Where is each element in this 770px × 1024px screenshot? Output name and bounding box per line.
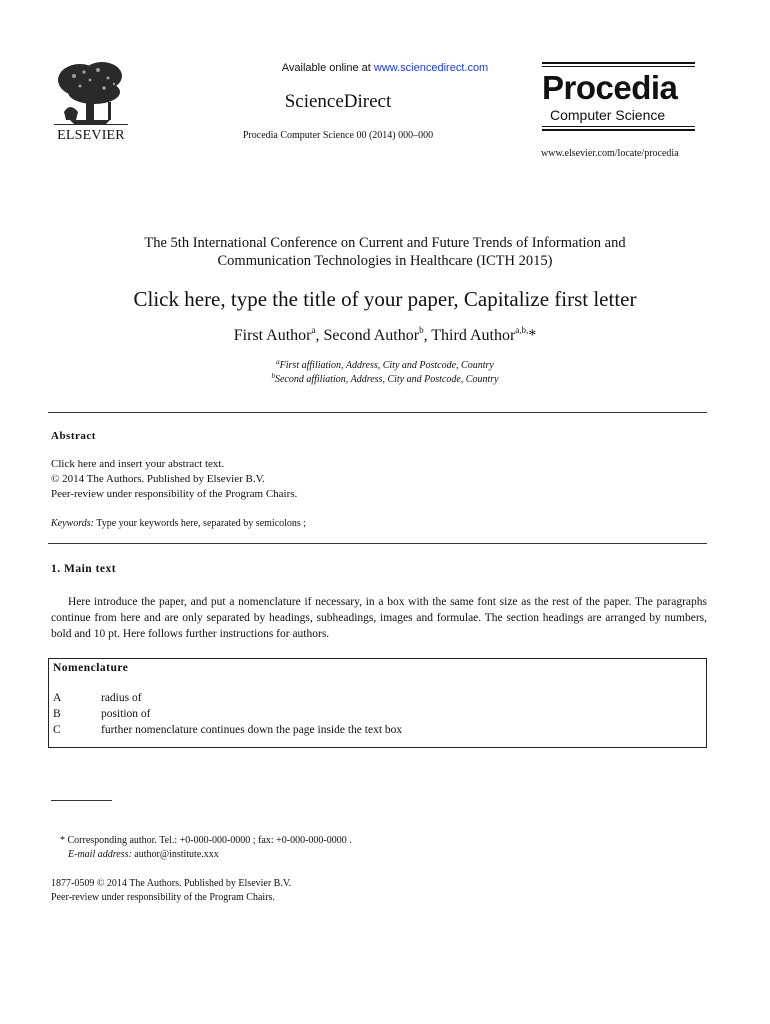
affiliation-a [0,360,770,371]
section-heading: 1. Main text [51,563,117,575]
main-paragraph-text: Here introduce the paper, and put a nomenclature if necessary, in a box with the same font size as the rest of the paper. The paragraphs continue from here and are only separated by headings, subheadings, images and formulae. The section headings are arranged by numbers, bold and 10 pt. Here follows further instructions for authors. [51,596,707,640]
affiliation-b [0,374,770,385]
copyright-note: 1877-0509 © 2014 The Authors. Published by Elsevier B.V. [51,878,292,889]
nomenclature-box [48,658,707,748]
nomenclature-definition: further nomenclature continues down the page inside the text box [101,724,403,736]
footnote-rule [51,800,112,801]
conference-line-2: Communication Technologies in Healthcare (ICTH 2015) [217,253,553,269]
email-value: author@institute.xxx [131,849,219,860]
author-first-affil: a [311,325,316,335]
affiliation-b-mark: b [271,372,275,380]
abstract-heading: Abstract [51,430,96,442]
availability-prefix: Available online at [281,62,374,74]
author-second: , Second Author [315,327,420,344]
sciencedirect-link[interactable]: www.sciencedirect.com [373,62,489,74]
affiliation-b-text: Second affiliation, Address, City and Postcode, Country [274,374,499,385]
nomenclature-symbol: A [53,692,62,704]
corresponding-author-note: * Corresponding author. Tel.: +0-000-000-0000 ; fax: +0-000-000-0000 . [60,835,352,846]
nomenclature-definition: position of [101,708,151,720]
conference-name [0,234,770,270]
divider-bottom [48,543,707,544]
author-third: , Third Author [423,327,516,344]
corresponding-mark: * [528,327,537,344]
publisher-name: ELSEVIER [57,128,125,143]
abstract-line-2: © 2014 The Authors. Published by Elsevier B.V. [51,473,265,485]
keywords-text: Type your keywords here, separated by semicolons ; [93,518,307,529]
abstract-line-1: Click here and insert your abstract text. [51,458,225,470]
nomenclature-heading: Nomenclature [53,662,129,674]
email-label: E-mail address: [68,849,132,860]
procedia-logo [542,62,695,131]
nomenclature-symbol: C [53,724,61,736]
author-second-affil: b [419,325,424,335]
author-third-affil: a,b, [515,325,529,335]
author-list [0,327,770,345]
affiliation-a-mark: a [276,358,280,366]
journal-citation: Procedia Computer Science 00 (2014) 000–000 [242,130,434,141]
journal-url: www.elsevier.com/locate/procedia [541,148,679,159]
author-first: First Author [233,327,312,344]
procedia-logo-word: Procedia [542,69,678,106]
paper-title: Click here, type the title of your paper, Capitalize first letter [133,287,637,311]
peer-review-note: Peer-review under responsibility of the Program Chairs. [51,892,275,903]
keywords-label: Keywords: [51,518,94,529]
conference-line-1: The 5th International Conference on Current and Future Trends of Information and [144,235,626,251]
keywords-line [51,518,306,529]
platform-name: ScienceDirect [284,91,392,112]
nomenclature-definition: radius of [101,692,142,704]
abstract-line-3: Peer-review under responsibility of the Program Chairs. [51,488,298,500]
nomenclature-symbol: B [53,708,61,720]
affiliation-a-text: First affiliation, Address, City and Postcode, Country [279,360,494,371]
divider-top [48,412,707,413]
email-note [68,849,219,860]
main-paragraph [51,594,707,642]
procedia-logo-subtitle: Computer Science [550,107,666,123]
